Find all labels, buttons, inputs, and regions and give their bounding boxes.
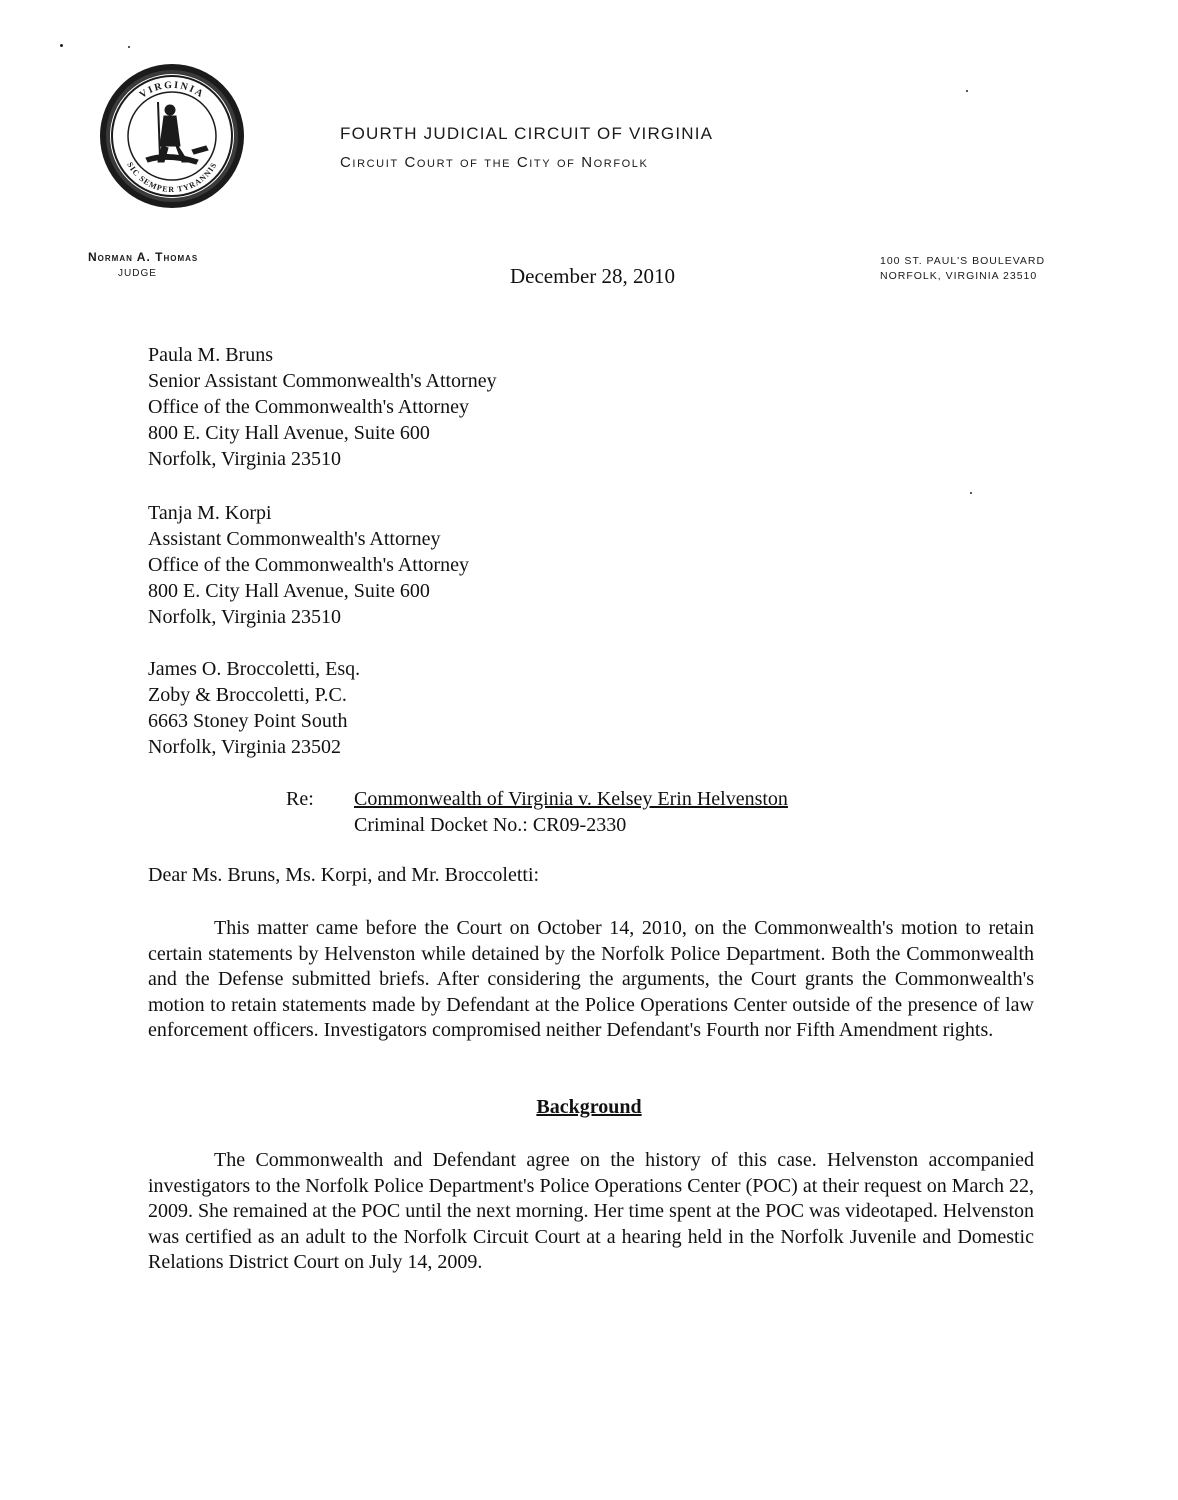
intro-paragraph: This matter came before the Court on October 14, 2010, on the Commonwealth's motion to retain certain statements by Helvenston while detained by the Norfolk Police Department. Both the Commonwealth and the Defense submitted briefs. After considering the arguments, the Court grants the Commonwealth's motion to retain statements made by Defendant at the Police Operations Center outside of the presence of law enforcement officers. Investigators compromised neither Defendant's Fourth nor Fifth Amendment rights. bbox=[148, 917, 1034, 1041]
scan-speck bbox=[60, 44, 63, 47]
addressee-line: Zoby & Broccoletti, P.C. bbox=[148, 684, 347, 706]
scan-speck bbox=[970, 492, 972, 494]
letter-date: December 28, 2010 bbox=[510, 264, 676, 288]
court-address bbox=[880, 254, 1045, 284]
scan-speck bbox=[128, 46, 130, 48]
addressee-line: 6663 Stoney Point South bbox=[148, 710, 348, 732]
addressee-line: Assistant Commonwealth's Attorney bbox=[148, 528, 441, 550]
addressee-line: Norfolk, Virginia 23510 bbox=[148, 606, 342, 628]
seal-graphic bbox=[98, 62, 246, 210]
addressee-line: Paula M. Bruns bbox=[148, 344, 273, 366]
court-name: FOURTH JUDICIAL CIRCUIT OF VIRGINIA bbox=[340, 124, 714, 143]
section-heading: Background bbox=[536, 1096, 642, 1118]
addressee-block bbox=[148, 342, 497, 472]
seal-top-text: VIRGINIA bbox=[137, 79, 207, 101]
addressee-line: 800 E. City Hall Avenue, Suite 600 bbox=[148, 422, 430, 444]
addressee-block bbox=[148, 500, 469, 630]
addressee-line: Office of the Commonwealth's Attorney bbox=[148, 554, 469, 576]
judge-name: Norman A. Thomas bbox=[88, 250, 199, 264]
virginia-state-seal-icon bbox=[98, 62, 246, 210]
addressee-line: Norfolk, Virginia 23510 bbox=[148, 448, 342, 470]
court-heading bbox=[340, 124, 713, 171]
case-name: Commonwealth of Virginia v. Kelsey Erin Helvenston bbox=[354, 788, 788, 810]
judge-block bbox=[88, 250, 198, 279]
addressee-line: Senior Assistant Commonwealth's Attorney bbox=[148, 370, 497, 392]
addressee-line: James O. Broccoletti, Esq. bbox=[148, 658, 361, 680]
salutation: Dear Ms. Bruns, Ms. Korpi, and Mr. Broccoletti: bbox=[148, 864, 540, 886]
judge-title: JUDGE bbox=[118, 268, 157, 279]
court-address-line: NORFOLK, VIRGINIA 23510 bbox=[880, 270, 1038, 282]
addressee-line: Tanja M. Korpi bbox=[148, 502, 272, 524]
re-label: Re: bbox=[286, 788, 314, 810]
docket-number: Criminal Docket No.: CR09-2330 bbox=[354, 814, 627, 836]
background-paragraph: The Commonwealth and Defendant agree on the history of this case. Helvenston accompanied investigators to the Norfolk Police Department's Police Operations Center (POC) at their request on March 22, 2009. She remained at the POC until the next morning. Her time spent at the POC was videotaped. Helvenston was certified as an adult to the Norfolk Circuit Court at a hearing held in the Norfolk Juvenile and Domestic Relations District Court on July 14, 2009. bbox=[148, 1149, 1034, 1273]
seal-motto-text: SIC SEMPER TYRANNIS bbox=[125, 160, 219, 195]
addressee-line: Norfolk, Virginia 23502 bbox=[148, 736, 342, 758]
scan-speck bbox=[966, 90, 968, 92]
court-subname: Circuit Court of the City of Norfolk bbox=[340, 154, 649, 171]
addressee-line: 800 E. City Hall Avenue, Suite 600 bbox=[148, 580, 430, 602]
addressee-block bbox=[148, 656, 360, 760]
addressee-line: Office of the Commonwealth's Attorney bbox=[148, 396, 469, 418]
re-lines bbox=[354, 786, 788, 838]
court-address-line: 100 ST. PAUL'S BOULEVARD bbox=[880, 255, 1046, 267]
